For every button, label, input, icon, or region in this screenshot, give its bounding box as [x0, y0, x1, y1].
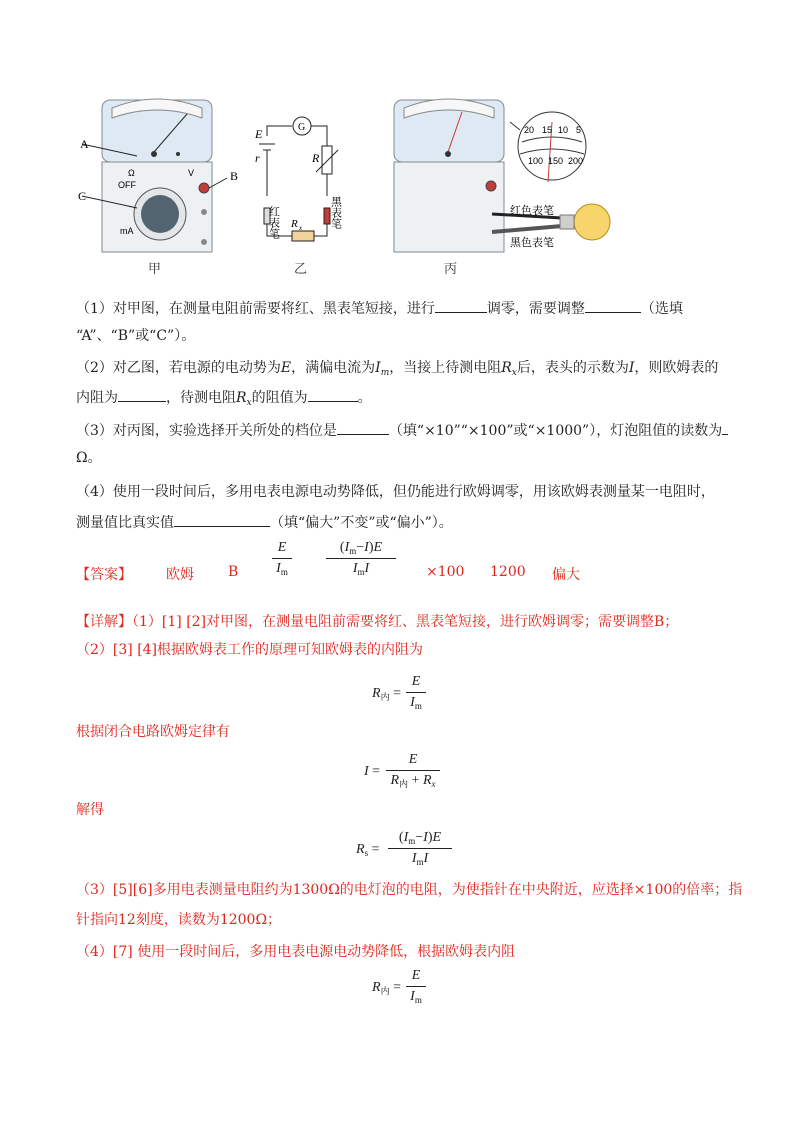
question-1-line-1: （1）对甲图，在测量电阻前需要将红、黑表笔短接，进行 调零，需要调整 （选填 [76, 298, 683, 319]
detail-p2: （2）[3] [4]根据欧姆表工作的原理可知欧姆表的内阻为 [76, 642, 424, 658]
answer-6: 1200 [490, 564, 526, 580]
dial-v-label: V [188, 168, 195, 178]
blank-7 [174, 512, 270, 527]
caption-yi: 乙 [294, 262, 308, 277]
blank-5 [337, 420, 389, 435]
detail-p3: 根据闭合电路欧姆定律有 [76, 724, 230, 740]
resistor-r-label: R [312, 151, 320, 165]
blank-2 [585, 298, 641, 313]
scale-bottom-0: 100 [528, 156, 544, 166]
answer-2: B [228, 564, 239, 580]
black-probe-label: 黑表笔 [329, 196, 343, 229]
question-2-line-1: （2）对乙图，若电源的电动势为E，满偏电流为$I_m$，当接上待测电阻$R_x$后，表头的示数为I，则欧姆表的 [76, 360, 719, 378]
red-probe-bing-label: 红色表笔 [510, 204, 554, 217]
answer-7: 偏大 [552, 567, 580, 583]
galvanometer-label: G [298, 122, 306, 133]
blank-6 [722, 420, 728, 435]
detail-p1: 【详解】（1）[1] [2]对甲图，在测量电阻前需要将红、黑表笔短接，进行欧姆调零；需要调整B； [76, 614, 679, 630]
rx-sub-label: x [299, 224, 303, 232]
answer-label: 【答案】 [76, 567, 132, 583]
question-4-line-2: 测量值比真实值 （填“偏大”不变”或“偏小”）。 [76, 512, 453, 533]
detail-p4: 解得 [76, 802, 104, 818]
label-b: B [230, 169, 239, 183]
label-a: A [80, 137, 89, 151]
red-probe-label: 红表笔 [267, 206, 281, 239]
answer-3-formula: E $I_m$ [272, 540, 292, 577]
blank-1 [435, 298, 487, 313]
answer-5: ×100 [426, 564, 465, 580]
figure-drawings [78, 96, 712, 276]
detail-p5-line-1: （3）[5][6]多用电表测量电阻约为1300Ω的电灯泡的电阻，为使指针在中央附近，应选择×100的倍率；指 [76, 882, 743, 898]
scale-bottom-2: 200 [568, 156, 584, 166]
caption-bing: 丙 [444, 262, 458, 277]
multimeter-bing [394, 99, 610, 252]
question-4-line-1: （4）使用一段时间后，多用电表电源电动势降低，但仍能进行欧姆调零，用该欧姆表测量某一电阻时， [76, 484, 715, 500]
answer-1: 欧姆 [166, 567, 194, 583]
blank-3 [118, 387, 166, 402]
scale-top-3: 5 [576, 125, 582, 135]
dial-ma-label: mA [120, 226, 134, 236]
multimeter-jia [82, 99, 227, 252]
figure-row [78, 96, 712, 277]
blank-4 [308, 387, 358, 402]
scale-bottom-1: 150 [548, 156, 564, 166]
question-2-line-2: 内阻为 ，待测电阻$R_x$的阻值为 。 [76, 387, 372, 413]
detail-p5-line-2: 针指向12刻度，读数为1200Ω； [76, 912, 282, 928]
question-1-line-2: “A”、“B”或“C”）。 [76, 328, 196, 344]
dial-ohm-label: Ω [128, 168, 135, 178]
question-3-line-1: （3）对丙图，实验选择开关所处的档位是 （填“×10”“×100”或“×1000”），灯泡阻值的读数为 [76, 420, 728, 441]
internal-r-label: r [255, 151, 260, 165]
scale-top-2: 10 [558, 125, 569, 135]
detail-p6: （4）[7] 使用一段时间后，多用电表电源电动势降低，根据欧姆表内阻 [76, 944, 516, 960]
answer-4-formula: $(I_m-I)E$ $I_mI$ [326, 540, 396, 577]
label-c: C [78, 189, 87, 203]
dial-off-label: OFF [118, 180, 136, 190]
scale-top-1: 15 [542, 125, 553, 135]
black-probe-bing-label: 黑色表笔 [510, 236, 554, 249]
scale-top-0: 20 [524, 125, 535, 135]
emf-label: E [255, 127, 263, 141]
caption-jia: 甲 [148, 262, 162, 277]
rx-label: R [291, 218, 298, 230]
question-3-line-2: Ω。 [76, 450, 102, 466]
